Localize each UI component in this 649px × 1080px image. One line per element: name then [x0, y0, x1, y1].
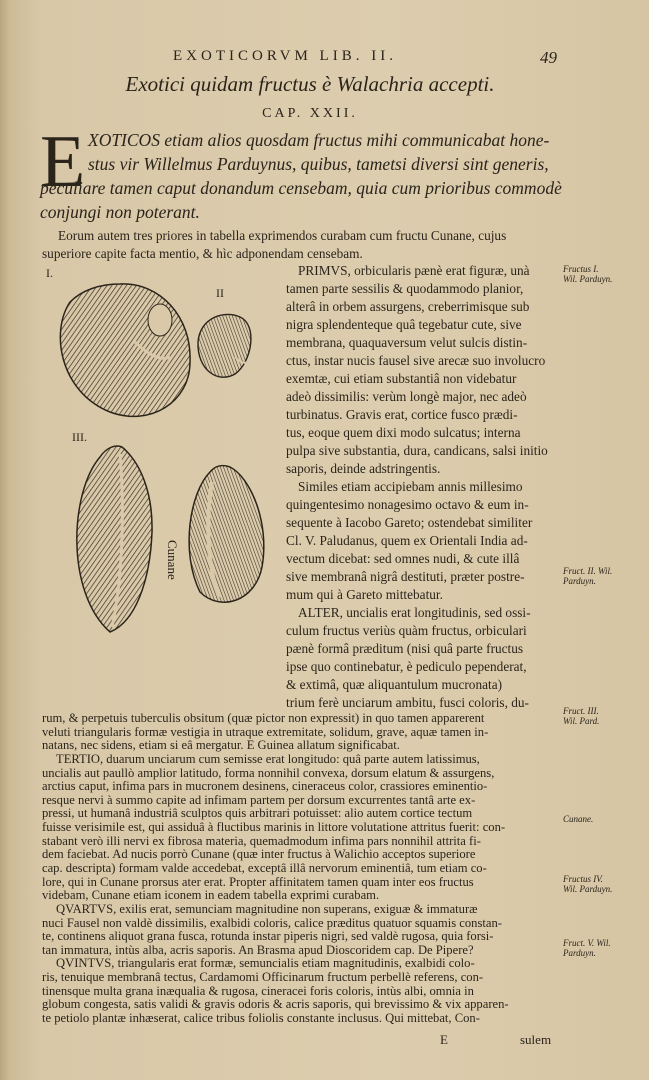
body-line: trium ferè unciarum ambitu, fusci coloris, du- — [286, 695, 529, 710]
body-line: mum qui à Gareto mittebatur. — [286, 587, 443, 602]
body-line: quingentesimo nonagesimo octavo & eum in- — [286, 497, 529, 512]
intro-line: conjungi non poterant. — [40, 202, 200, 222]
body-line: lore, qui in Cunane prorsus ater erat. Propter affinitatem tamen quam inter eos fructus — [42, 874, 474, 889]
page-number: 49 — [540, 48, 557, 67]
body-line: sequente à Iacobo Gareto; ostendebat similiter — [286, 515, 533, 530]
body-line: stabant verò illi nervi ex fibrosa materia, quemadmodum infima pars nonnihil attrita fi- — [42, 833, 481, 848]
body-line: membrana, quaquaversum velut sulcis distin- — [286, 335, 528, 350]
body-line: arctius caput, infima pars in mucronem desinens, cineraceus color, crassiores eminentio- — [42, 779, 488, 794]
figure-label-one: I. — [46, 266, 53, 280]
body-line: pressi, ut humanâ industriâ sculptos quis arbitrari potuisset: alio autem cortice tectum — [42, 806, 473, 821]
body-line: videbam, Cunane etiam iconem in eadem tabella exprimi curabam. — [42, 888, 380, 903]
body-line: PRIMVS, orbicularis pænè erat figuræ, unà — [298, 263, 530, 278]
signature-mark: E — [440, 1032, 448, 1047]
body-line: exemtæ, cui etiam substantiâ non videbatur — [286, 371, 517, 386]
body-line: QVINTVS, triangularis erat formæ, semuncialis etiam magnitudinis, exalbidi colo- — [56, 956, 475, 971]
body-line: Similes etiam accipiebam annis millesimo — [298, 479, 523, 494]
body-line: ctus, instar nucis fausel sive arecæ suo involucro — [286, 353, 546, 368]
body-line: resque nervi à summo capite ad infimam partem per dorsum excurrentes tantâ arte ex- — [42, 792, 476, 807]
body-line: tamen parte sessilis & quodammodo planior, — [286, 281, 524, 296]
body-line: TERTIO, duarum unciarum cum semisse erat longitudo: quâ parte autem latissimus, — [56, 751, 480, 766]
figure-label-three: III. — [72, 430, 87, 444]
body-line: Cl. V. Paludanus, quem ex Orientali India ad- — [286, 533, 528, 548]
body-line: tus, eoque quem dixi modo sulcatus; interna — [286, 425, 521, 440]
catchword: sulem — [520, 1032, 552, 1047]
intro-line: XOTICOS etiam alios quosdam fructus mihi communicabat hone- — [88, 130, 550, 150]
body-line: QVARTVS, exilis erat, semunciam magnitudine non superans, exiguæ & immaturæ — [56, 901, 478, 916]
marginal-note: Fructus I. Wil. Parduyn. — [563, 264, 613, 284]
running-head: EXOTICORVM LIB. II. — [173, 48, 397, 64]
fruit-woodcut-figure — [40, 262, 280, 642]
body-line: Eorum autem tres priores in tabella exprimendos curabam cum fructu Cunane, cujus — [58, 228, 507, 243]
body-line: ALTER, uncialis erat longitudinis, sed ossi- — [298, 605, 531, 620]
body-line: nuci Fausel non valdè dissimilis, exalbidi coloris, calice præditus quatuor squamis constan- — [42, 915, 502, 930]
body-line: tan immatura, intùs alba, acris saporis. An Brasma apud Dioscoridem cap. De Pipere? — [42, 942, 474, 957]
body-line: nigra splendenteque quâ tegebatur cute, sive — [286, 317, 522, 332]
body-line: & extimâ, quæ aliquantulum mucronata) — [286, 677, 503, 692]
fruit-two-drawing — [198, 314, 251, 377]
body-line: sive membranâ nigrâ destituti, præter postre- — [286, 569, 525, 584]
body-line: rum, & perpetuis tuberculis obsitum (quæ pictor non expressit) in quo tamen apparerent — [42, 711, 485, 725]
body-line: pænè formâ præditum (nisi quâ parte fructus — [286, 641, 524, 656]
cunane-nut-drawing — [189, 466, 264, 603]
body-line: uncialis aut paullò amplior latitudo, forma nonnihil convexa, dorsum elatum & assurgens, — [42, 765, 495, 780]
body-line: te petiolo plantæ inhæserat, calice tribus foliolis constante inclusus. Qui mittebat, Con- — [42, 1011, 480, 1025]
intro-line: stus vir Willelmus Parduynus, quibus, tametsi diversi sint generis, — [88, 154, 549, 174]
body-line: superiore capite facta mentio, & hìc adponendam censebam. — [42, 246, 363, 261]
chapter-title: Exotici quidam fructus è Walachria accepti. — [125, 72, 495, 96]
chapter-number: CAP. XXII. — [262, 106, 358, 121]
body-line: vectum dicebat: sed omnes nudi, & cute illâ — [286, 551, 520, 566]
body-line: alterâ in orbem assurgens, creberrimisque sub — [286, 299, 530, 314]
body-line: pulpa sive substantia, dura, candicans, salsi initio — [286, 443, 548, 458]
fruit-one-drawing — [60, 284, 190, 416]
body-line: culum fructus veriùs quàm fructus, orbiculari — [286, 623, 527, 638]
body-line: adeò dissimilis: verùm longè major, nec adeò — [286, 389, 527, 404]
body-line: veluti triangularis formæ vestigia in utraque extremitate, solidum, grave, aquæ tamen in- — [42, 724, 489, 739]
body-line: te, continens aliquot grana fusca, rotunda instar piperis nigri, sed valdè rugosa, quia forsi- — [42, 929, 494, 944]
body-line: globum congesta, satis validi & gravis odoris & acris saporis, qui brevissimo & vix apparen- — [42, 997, 509, 1012]
body-line: tinensque multa grana inæqualia & rugosa, cineracei foris coloris, intùs albi, omnia in — [42, 983, 474, 998]
marginal-note: Fruct. II. Wil. Parduyn. — [563, 566, 613, 586]
marginal-note: Fruct. V. Wil. Parduyn. — [563, 938, 611, 958]
figure-label-two: II — [216, 286, 224, 300]
body-line: ipse quo continebatur, è pediculo pependerat, — [286, 659, 527, 674]
body-line: ris, tenuique membranâ tectus, Cardamomi Officinarum fructum perbellè referens, con- — [42, 970, 484, 985]
fruit-three-drawing — [77, 446, 152, 632]
figure-label-cunane: Cunane — [165, 540, 180, 580]
body-line: natans, nec sidens, etiam si eâ mergatur. E Guinea allatum significabat. — [42, 738, 400, 753]
intro-line: peculiare tamen caput donandum censebam, quia cum prioribus commodè — [40, 178, 562, 198]
body-line: cap. descripta) formam valde accedebat, exceptâ illâ nervorum eminentiâ, tum etiam co- — [42, 861, 487, 875]
marginal-note: Fruct. III. Wil. Pard. — [563, 706, 600, 726]
body-line: fuisse verisimile est, qui assiduâ à fluctibus marinis in littore volutatione attritus fuerit: con- — [42, 820, 506, 835]
marginal-note: Cunane. — [563, 814, 594, 824]
body-line: dem faciebat. Ad nucis porrò Cunane (quæ inter fructus à Walichio acceptos superiore — [42, 847, 476, 862]
drop-cap: E — [40, 121, 86, 203]
body-line: turbinatus. Gravis erat, cortice fusco prædi- — [286, 407, 518, 422]
body-line: saporis, deinde adstringentis. — [286, 461, 441, 476]
marginal-note: Fructus IV. Wil. Parduyn. — [563, 874, 613, 894]
